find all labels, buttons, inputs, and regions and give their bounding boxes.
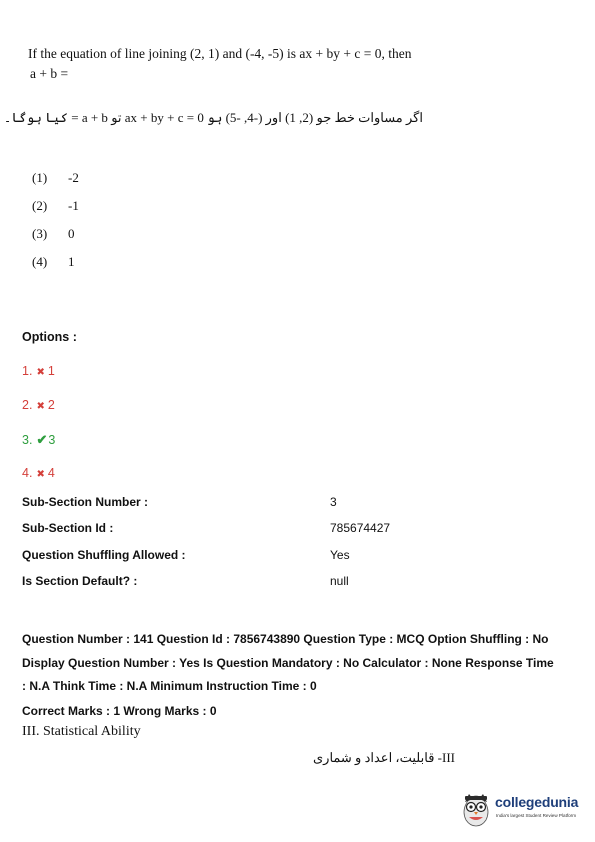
- option-value: 2: [47, 398, 55, 412]
- question-text-urdu: اگر مساوات خط جو (2, 1) اور (-4, -5) ہو ax + by + c = 0 تو a + b = کیا ہوگا۔: [3, 110, 423, 125]
- choice-4: [32, 254, 75, 270]
- logo-tagline: India's largest Student Review Platform: [496, 813, 577, 818]
- choice-value: 1: [68, 254, 75, 269]
- option-number: 1.: [22, 364, 33, 378]
- section-title-english: III. Statistical Ability: [22, 724, 141, 739]
- option-number: 3.: [22, 433, 33, 447]
- question-info-line-3: : N.A Think Time : N.A Minimum Instruction Time : 0: [22, 679, 317, 693]
- meta-label-is-section-default: Is Section Default? :: [22, 574, 138, 588]
- option-1: [22, 364, 55, 378]
- logo-name: collegedunia: [495, 794, 579, 810]
- question-line-2: a + b =: [30, 66, 69, 81]
- cross-icon: ✖: [36, 367, 45, 378]
- option-2: [22, 398, 55, 412]
- meta-value-sub-section-number: 3: [330, 495, 337, 509]
- choice-number: (4): [32, 254, 48, 269]
- choice-number: (3): [32, 226, 48, 241]
- choice-3: [32, 226, 75, 242]
- meta-value-sub-section-id: 785674427: [330, 521, 391, 535]
- meta-value-is-section-default: null: [330, 574, 349, 588]
- check-icon: ✔: [36, 432, 48, 447]
- marks-info: Correct Marks : 1 Wrong Marks : 0: [22, 704, 217, 718]
- question-info: [22, 628, 582, 699]
- question-text-english: [28, 44, 412, 84]
- option-number: 2.: [22, 398, 33, 412]
- cross-icon: ✖: [36, 401, 45, 412]
- question-info-line-1: Question Number : 141 Question Id : 7856743890 Question Type : MCQ Option Shuffling : No: [22, 632, 549, 646]
- collegedunia-logo: [460, 790, 592, 832]
- choice-value: -2: [68, 170, 79, 185]
- option-value: 3: [48, 433, 56, 447]
- section-title-urdu: III- قابلیت، اعداد و شماری: [312, 750, 455, 765]
- meta-label-question-shuffling: Question Shuffling Allowed :: [22, 548, 186, 562]
- cross-icon: ✖: [36, 469, 45, 480]
- question-info-line-2: Display Question Number : Yes Is Question Mandatory : No Calculator : None Response Time: [22, 655, 554, 670]
- choice-2: [32, 198, 79, 214]
- option-4: [22, 466, 55, 480]
- meta-label-sub-section-number: Sub-Section Number :: [22, 495, 149, 509]
- choice-number: (2): [32, 198, 48, 213]
- option-number: 4.: [22, 466, 33, 480]
- option-value: 4: [47, 466, 55, 480]
- options-heading: Options :: [22, 330, 77, 344]
- choice-number: (1): [32, 170, 48, 185]
- choice-value: 0: [68, 226, 75, 241]
- choice-1: [32, 170, 79, 186]
- meta-label-sub-section-id: Sub-Section Id :: [22, 521, 114, 535]
- owl-mascot-icon: [460, 790, 492, 830]
- meta-value-question-shuffling: Yes: [330, 548, 350, 562]
- question-line-1: If the equation of line joining (2, 1) and (-4, -5) is ax + by + c = 0, then: [28, 46, 412, 61]
- choice-value: -1: [68, 198, 79, 213]
- option-value: 1: [47, 364, 55, 378]
- option-3: [22, 432, 55, 448]
